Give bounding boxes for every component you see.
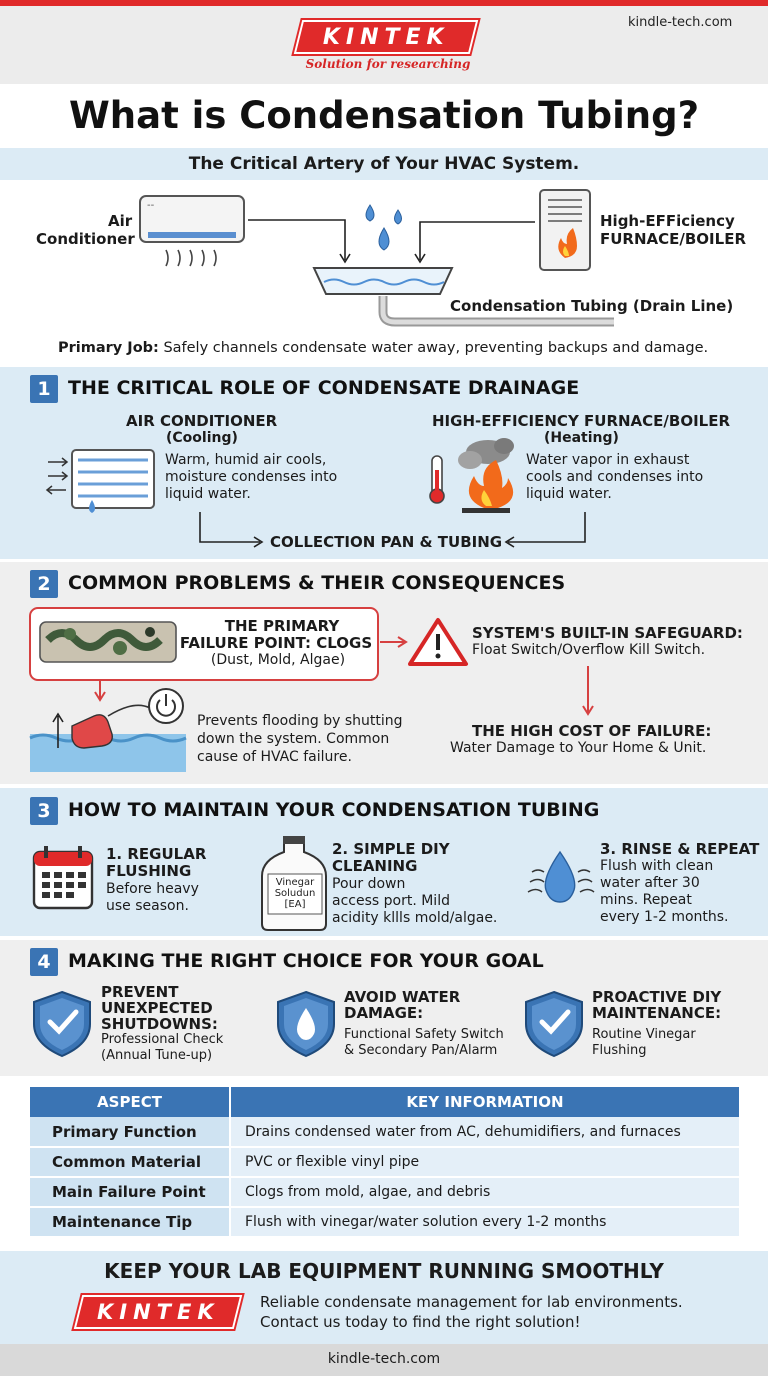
s3-step3-t1: Flush with clean bbox=[600, 858, 714, 874]
section-1-title: THE CRITICAL ROLE OF CONDENSATE DRAINAGE bbox=[68, 377, 580, 399]
cta-title: KEEP YOUR LAB EQUIPMENT RUNNING SMOOTHLY bbox=[104, 1259, 664, 1283]
furnace-label-line1: High-EFFiciency bbox=[600, 212, 735, 230]
s1-furnace-text-1: Water vapor in exhaust bbox=[526, 452, 690, 468]
tagline: Solution for researching bbox=[305, 57, 471, 71]
s3-step2-h2: CLEANING bbox=[332, 857, 418, 875]
s1-ac-text-3: liquid water. bbox=[165, 486, 251, 502]
table-row bbox=[30, 1147, 739, 1177]
s1-ac-text-2: moisture condenses into bbox=[165, 469, 338, 485]
s3-step2-h1: 2. SIMPLE DIY bbox=[332, 840, 450, 858]
s1-furnace-heading: HIGH-EFFICIENCY FURNACE/BOILER bbox=[432, 412, 731, 430]
table-cell: Common Material bbox=[30, 1147, 230, 1177]
table-header-info: KEY INFORMATION bbox=[230, 1087, 739, 1117]
s4-g2-t2: & Secondary Pan/Alarm bbox=[344, 1043, 498, 1058]
shield-check-icon bbox=[34, 992, 90, 1056]
s1-ac-heading: AIR CONDITIONER bbox=[126, 412, 278, 430]
s4-g3-h1: PROACTIVE DIY bbox=[592, 988, 722, 1006]
s4-g1-t1: Professional Check bbox=[101, 1032, 224, 1047]
furnace-label-line2: FURNACE/BOILER bbox=[600, 230, 746, 248]
s4-g1-h1: PREVENT bbox=[101, 983, 179, 1001]
table-cell: Maintenance Tip bbox=[30, 1207, 230, 1237]
s2-flood-2: down the system. Common bbox=[197, 731, 390, 747]
s2-flood-1: Prevents flooding by shutting bbox=[197, 713, 403, 729]
s4-g3-h2: MAINTENANCE: bbox=[592, 1004, 722, 1022]
s3-step3-t3: mins. Repeat bbox=[600, 892, 692, 908]
s1-ac-text-1: Warm, humid air cools, bbox=[165, 452, 327, 468]
section-4-number: 4 bbox=[30, 948, 58, 976]
s4-g3-t1: Routine Vinegar bbox=[592, 1027, 696, 1042]
ac-display: -- bbox=[147, 200, 155, 211]
ac-label-line1: Air bbox=[108, 212, 133, 230]
s2-safeguard-text: Float Switch/Overflow Kill Switch. bbox=[472, 642, 706, 658]
s3-step3-t2: water after 30 bbox=[600, 875, 700, 891]
kintek-logo-bottom[interactable]: KINTEK bbox=[74, 1295, 242, 1329]
s4-g1-h2: UNEXPECTED bbox=[101, 999, 213, 1017]
table-row bbox=[30, 1207, 739, 1237]
s2-clog-line2: FAILURE POINT: CLOGS bbox=[179, 634, 373, 652]
table-cell: Clogs from mold, algae, and debris bbox=[230, 1177, 739, 1207]
table-header-row bbox=[30, 1087, 739, 1117]
bottle-label: Vinegar Soludun [EA] bbox=[274, 877, 316, 910]
table-cell: Primary Function bbox=[30, 1117, 230, 1147]
s4-g2-h2: DAMAGE: bbox=[344, 1004, 424, 1022]
section-3-number: 3 bbox=[30, 797, 58, 825]
primary-job: Primary Job: Safely channels condensate water away, preventing backups and damage. bbox=[58, 340, 709, 356]
page-subtitle: The Critical Artery of Your HVAC System. bbox=[188, 154, 580, 174]
s3-step2-t2: access port. Mild bbox=[332, 893, 450, 909]
s2-clog-line1: THE PRIMARY bbox=[224, 617, 340, 635]
section-2-number: 2 bbox=[30, 570, 58, 598]
kintek-logo[interactable]: KINTEK bbox=[294, 20, 478, 54]
s2-flood-3: cause of HVAC failure. bbox=[197, 749, 352, 765]
table-cell: Drains condensed water from AC, dehumidifiers, and furnaces bbox=[230, 1117, 739, 1147]
s1-furnace-text-2: cools and condenses into bbox=[526, 469, 704, 485]
s3-step2-t3: acidity kllls mold/algae. bbox=[332, 910, 498, 926]
s3-step1-h1: 1. REGULAR bbox=[106, 845, 207, 863]
s3-step3-h1: 3. RINSE & REPEAT bbox=[600, 840, 760, 858]
section-4-title: MAKING THE RIGHT CHOICE FOR YOUR GOAL bbox=[68, 950, 544, 972]
s2-clog-line3: (Dust, Mold, Algae) bbox=[210, 652, 346, 668]
s3-step1-t2: use season. bbox=[106, 898, 189, 914]
ac-label-line2: Conditioner bbox=[36, 230, 135, 248]
s1-furnace-text-3: liquid water. bbox=[526, 486, 612, 502]
shield-check-icon bbox=[526, 992, 582, 1056]
s2-safeguard-heading: SYSTEM'S BUILT-IN SAFEGUARD: bbox=[472, 624, 743, 642]
summary-table bbox=[30, 1087, 739, 1238]
s3-step1-h2: FLUSHING bbox=[106, 862, 192, 880]
s3-step1-t1: Before heavy bbox=[106, 881, 199, 897]
table-row bbox=[30, 1117, 739, 1147]
s4-g1-h3: SHUTDOWNS: bbox=[101, 1015, 218, 1033]
cta-text: Reliable condensate management for lab environments. Contact us today to find the right solution! bbox=[260, 1293, 683, 1331]
tubing-label: Condensation Tubing (Drain Line) bbox=[450, 297, 734, 315]
table-cell: Flush with vinegar/water solution every 1-2 months bbox=[230, 1207, 739, 1237]
table-cell: Main Failure Point bbox=[30, 1177, 230, 1207]
s4-g1-t2: (Annual Tune-up) bbox=[101, 1048, 213, 1063]
section-3-title: HOW TO MAINTAIN YOUR CONDENSATION TUBING bbox=[68, 799, 600, 821]
s4-g2-t1: Functional Safety Switch bbox=[344, 1027, 504, 1042]
s4-g2-h1: AVOID WATER bbox=[344, 988, 461, 1006]
site-link-top[interactable]: kindle-tech.com bbox=[628, 15, 733, 30]
s2-cost-heading: THE HIGH COST OF FAILURE: bbox=[472, 722, 712, 740]
s4-g3-t2: Flushing bbox=[592, 1043, 647, 1058]
s3-step3-t4: every 1-2 months. bbox=[600, 909, 729, 925]
s3-step2-t1: Pour down bbox=[332, 876, 406, 892]
section-1-number: 1 bbox=[30, 375, 58, 403]
table-header-aspect: ASPECT bbox=[30, 1087, 230, 1117]
site-link-bottom[interactable]: kindle-tech.com bbox=[327, 1351, 441, 1367]
section-2-title: COMMON PROBLEMS & THEIR CONSEQUENCES bbox=[68, 572, 566, 594]
s1-furnace-sub: (Heating) bbox=[544, 430, 619, 446]
page-title: What is Condensation Tubing? bbox=[68, 94, 700, 137]
table-cell: PVC or flexible vinyl pipe bbox=[230, 1147, 739, 1177]
s1-ac-sub: (Cooling) bbox=[166, 430, 238, 446]
s2-cost-text: Water Damage to Your Home & Unit. bbox=[450, 740, 707, 756]
shield-drop-icon bbox=[278, 992, 334, 1056]
s1-collection-label: COLLECTION PAN & TUBING bbox=[270, 533, 503, 551]
table-row bbox=[30, 1177, 739, 1207]
